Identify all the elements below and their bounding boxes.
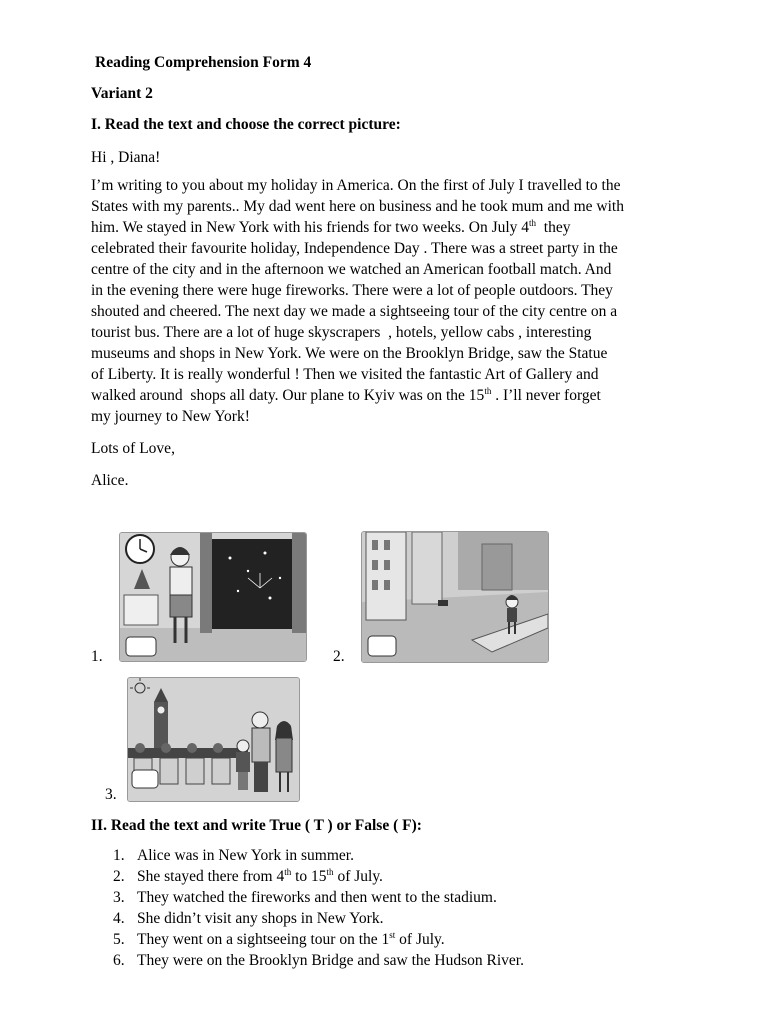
letter-line: celebrated their favourite holiday, Independence Day . There was a street party in the xyxy=(91,240,618,257)
letter-line: tourist bus. There are a lot of huge skyscrapers , hotels, yellow cabs , interesting xyxy=(91,324,592,341)
picture-1-label: 1. xyxy=(91,648,103,665)
letter-line: him. We stayed in New York with his friends for two weeks. On July 4th they xyxy=(91,217,571,236)
picture-2-label: 2. xyxy=(333,648,345,665)
letter-closing: Lots of Love, xyxy=(91,440,175,457)
letter-body xyxy=(91,175,624,427)
letter-signature: Alice. xyxy=(91,472,129,489)
task1-heading: I. Read the text and choose the correct picture: xyxy=(91,116,401,133)
picture-1-fireworks[interactable] xyxy=(119,532,307,662)
worksheet-title: Reading Comprehension Form 4 xyxy=(95,54,312,71)
letter-line: States with my parents.. My dad went here on business and he took mum and me with xyxy=(91,198,624,215)
true-false-list xyxy=(113,845,524,971)
list-item: 4. She didn’t visit any shops in New York. xyxy=(113,910,384,927)
picture-3-label: 3. xyxy=(105,786,117,803)
letter-line: centre of the city and in the afternoon we watched an American football match. And xyxy=(91,261,612,278)
letter-line: in the evening there were huge fireworks. There were a lot of people outdoors. They xyxy=(91,282,613,299)
letter-line: I’m writing to you about my holiday in America. On the first of July I travelled to the xyxy=(91,177,621,194)
letter-line: of Liberty. It is really wonderful ! Then we visited the fantastic Art of Gallery and xyxy=(91,366,599,383)
list-item: 2. She stayed there from 4th to 15th of July. xyxy=(113,866,383,885)
letter-line: museums and shops in New York. We were on the Brooklyn Bridge, saw the Statue xyxy=(91,345,608,362)
task2-heading: II. Read the text and write True ( T ) or False ( F): xyxy=(91,817,422,834)
letter-line: my journey to New York! xyxy=(91,408,250,425)
letter-line: walked around shops all daty. Our plane to Kyiv was on the 15th . I’ll never forget xyxy=(91,385,601,404)
letter-greeting: Hi , Diana! xyxy=(91,149,161,166)
variant-label: Variant 2 xyxy=(91,85,153,102)
letter-line: shouted and cheered. The next day we made a sightseeing tour of the city centre on a xyxy=(91,303,618,320)
list-item: 5. They went on a sightseeing tour on the 1st of July. xyxy=(113,929,445,948)
list-item: 6. They were on the Brooklyn Bridge and saw the Hudson River. xyxy=(113,952,524,969)
list-item: 3. They watched the fireworks and then went to the stadium. xyxy=(113,889,497,906)
picture-2-street[interactable] xyxy=(361,531,549,663)
list-item: 1. Alice was in New York in summer. xyxy=(113,847,354,864)
picture-3-family[interactable] xyxy=(127,677,300,802)
